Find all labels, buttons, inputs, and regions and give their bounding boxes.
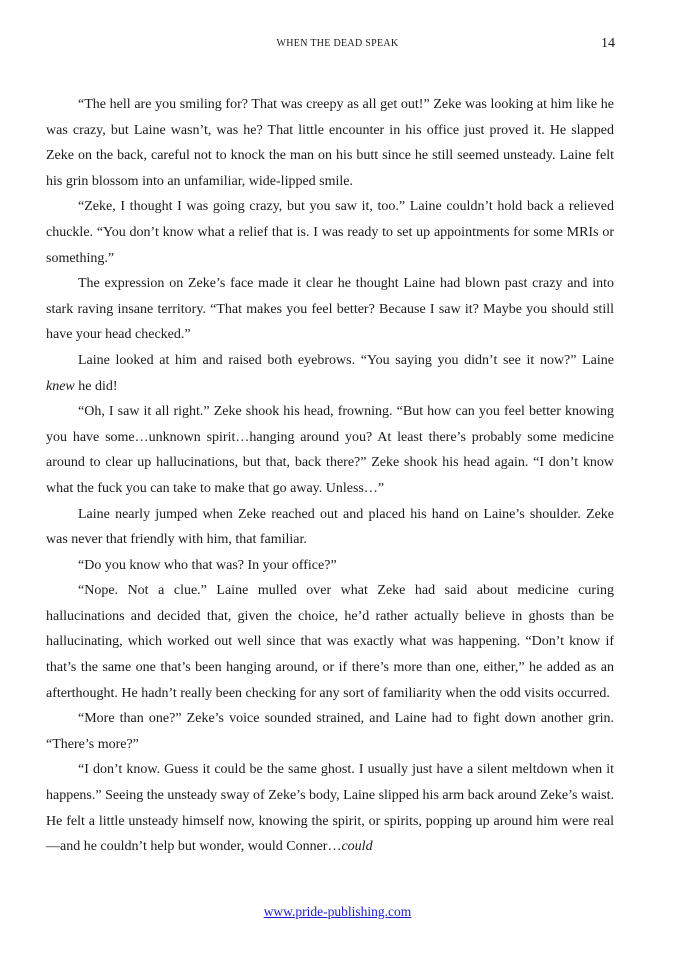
paragraph (46, 757, 614, 859)
text-segment: “Nope. Not a clue.” Laine mulled over what Zeke had said about medicine curing hallucinations and decided that, given the choice, he’d rather actually believe in ghosts than be hallucinating, which worked out well since that was exactly what was happening. “Don’t know if that’s the same one that’s been hanging around, or if there’s more than one, either,” he added as an afterthought. He hadn’t really been checking for any sort of familiarity when the odd visits occurred. (46, 583, 614, 701)
paragraph (46, 578, 614, 706)
paragraph (46, 399, 614, 501)
text-segment: The expression on Zeke’s face made it clear he thought Laine had blown past crazy and into stark raving insane territory. “That makes you feel better? Because I saw it? Maybe you should still have your head checked.” (46, 276, 614, 343)
paragraph (46, 502, 614, 553)
text-segment: “Oh, I saw it all right.” Zeke shook his head, frowning. “But how can you feel better knowing you have some…unknown spirit…hanging around you? At least there’s probably some medicine around to clear up hallucinations, but that, back there?” Zeke shook his head again. “I don’t know what the fuck you can take to make that go away. Unless…” (46, 404, 614, 496)
text-segment: “I don’t know. Guess it could be the same ghost. I usually just have a silent meltdown when it happens.” Seeing the unsteady sway of Zeke’s body, Laine slipped his arm back around Zeke’s waist. He felt a little unsteady himself now, knowing the spirit, or spirits, popping up around him were real—and he couldn’t help but wonder, would Conner… (46, 762, 614, 855)
paragraph (46, 92, 614, 194)
text-segment: “Zeke, I thought I was going crazy, but you saw it, too.” Laine couldn’t hold back a relieved chuckle. “You don’t know what a relief that is. I was ready to set up appointments for some MRIs or something.” (46, 199, 614, 266)
running-title: WHEN THE DEAD SPEAK (276, 38, 399, 49)
body-text (46, 92, 614, 860)
paragraph (46, 348, 614, 399)
page-number: 14 (601, 36, 615, 51)
text-segment: he did! (74, 378, 118, 394)
text-segment: “More than one?” Zeke’s voice sounded strained, and Laine had to fight down another grin. “There’s more?” (46, 711, 614, 752)
footer (0, 904, 675, 920)
paragraph (46, 271, 614, 348)
italic-text: knew (46, 378, 75, 394)
text-segment: Laine looked at him and raised both eyebrows. “You saying you didn’t see it now?” Laine (78, 352, 614, 368)
italic-text: could (341, 839, 373, 855)
text-segment: “The hell are you smiling for? That was creepy as all get out!” Zeke was looking at him like he was crazy, but Laine wasn’t, was he? That little encounter in his office just proved it. He slapped Zeke on the back, careful not to knock the man on his butt since he still seemed unsteady. Laine felt his grin blossom into an unfamiliar, wide-lipped smile. (46, 97, 614, 189)
paragraph (46, 706, 614, 757)
paragraph (46, 553, 614, 579)
publisher-link[interactable]: www.pride-publishing.com (263, 904, 412, 919)
paragraph (46, 194, 614, 271)
text-segment: “Do you know who that was? In your office?” (78, 557, 337, 573)
text-segment: Laine nearly jumped when Zeke reached out and placed his hand on Laine’s shoulder. Zeke was never that friendly with him, that familiar. (46, 506, 614, 548)
